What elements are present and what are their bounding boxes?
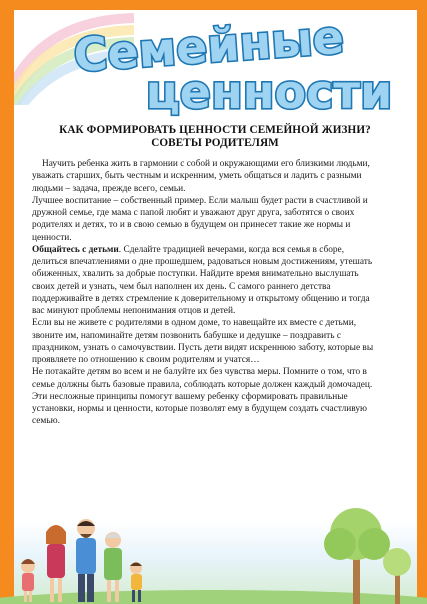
mother-icon <box>46 525 66 602</box>
article-body <box>32 158 377 428</box>
paragraph-3-bold: Общайтесь с детьми <box>32 244 119 255</box>
paragraph-2: Лучшее воспитание – собственный пример. Если малыш будет расти в счастливой и дружной семье, где мама с папой любят и уважают друг друга, заботятся о своих родителях и детях, то и в свою семью в будущем он принесет такие же нормы и ценности. <box>32 195 368 243</box>
title-line-1: Семейные <box>71 9 346 83</box>
paragraph-3-rest: . Сделайте традицией вечерами, когда вся семья в сборе, делиться впечатлениями о дне прошедшем, радоваться новым достижениям, утешать обиженных, хвалить за добрые поступки. Найдите время внимательно выслушать своих детей и узнать, чем был наполнен их день. С самого раннего детства поддерживайте в детях стремление к доверительному и открытому общению и тогда вас минуют проблемы непонимания отцов и детей. <box>32 244 373 316</box>
page-title <box>14 0 417 120</box>
tree-right-icon <box>324 508 390 604</box>
paragraph-1: Научить ребенка жить в гармонии с собой и окружающими его близкими людьми, уважать старших, быть честным и искренним, уметь общаться и ладить с разными людьми – задача, прежде всего, семьи. <box>32 159 370 194</box>
paragraph-3 <box>32 244 377 318</box>
father-icon <box>76 519 96 602</box>
title-line-2: ценности <box>145 65 393 119</box>
article-heading <box>30 124 400 150</box>
heading-line-2: СОВЕТЫ РОДИТЕЛЯМ <box>151 137 279 149</box>
family-illustration <box>0 504 427 604</box>
paragraph-4: Если вы не живете с родителями в одном доме, то навещайте их вместе с детьми, звоните им, напоминайте детям позвонить бабушке и дедушке – поздравить с праздником, узнать о самочувствии. Пусть дети видят искреннюю заботу, которые вы проявляете по отношению к своим родителям и учатся… <box>32 318 374 365</box>
heading-line-1: КАК ФОРМИРОВАТЬ ЦЕННОСТИ СЕМЕЙНОЙ ЖИЗНИ? <box>59 124 371 136</box>
paragraph-5: Не потакайте детям во всем и не балуйте их без чувства меры. Помните о том, что в семье должны быть базовые правила, соблюдать которые должен каждый домочадец. <box>32 367 373 390</box>
paragraph-6: Эти несложные принципы помогут вашему ребенку сформировать правильные установки, нормы и ценности, которые позволят ему в будущем создать счастливую семью. <box>32 391 368 427</box>
